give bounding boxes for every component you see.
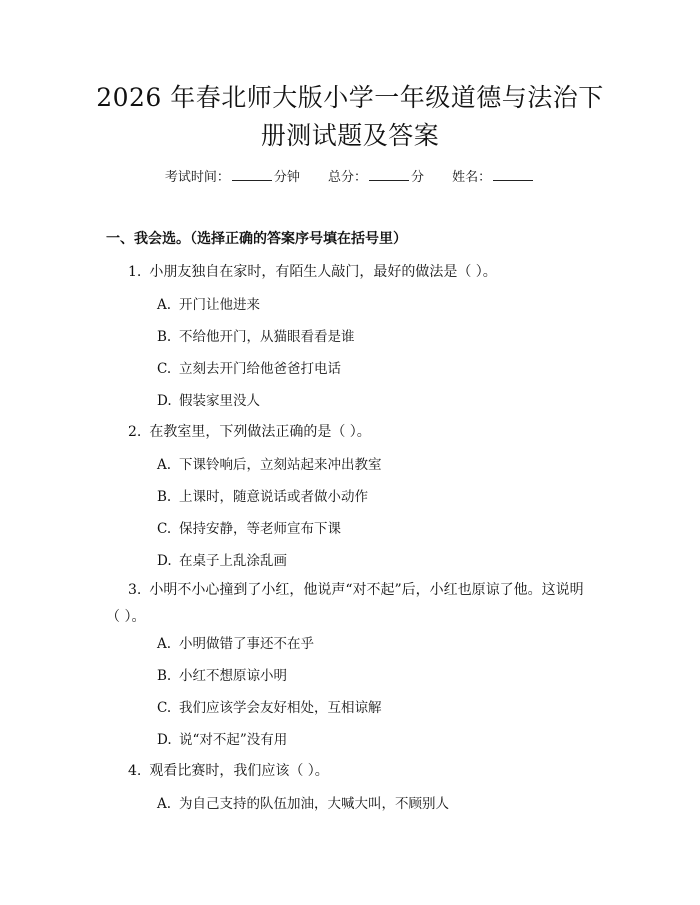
option-text: 立刻去开门给他爸爸打电话 [179, 361, 341, 377]
question-1 [128, 261, 497, 281]
q1-option-a [157, 293, 260, 313]
exam-time [165, 170, 304, 185]
option-text: 保持安静，等老师宣布下课 [179, 521, 341, 537]
q2-option-b [157, 485, 368, 505]
page-title-line-2: 册测试题及答案 [260, 121, 440, 150]
q3-option-c [157, 696, 382, 716]
question-text-line-2: （ ）。 [106, 609, 146, 625]
exam-time-blank [232, 168, 272, 181]
exam-time-unit: 分钟 [273, 170, 300, 185]
question-3 [106, 577, 606, 631]
total-score-unit: 分 [411, 170, 425, 185]
option-letter: A. [157, 796, 172, 812]
q1-option-d [157, 389, 260, 409]
option-text: 开门让他进来 [179, 297, 260, 313]
option-text: 说“对不起”没有用 [179, 732, 288, 748]
option-letter: D. [157, 553, 172, 569]
q3-option-d [157, 728, 287, 748]
option-text: 假装家里没人 [179, 393, 260, 409]
option-text: 我们应该学会友好相处，互相谅解 [179, 700, 382, 716]
student-name [452, 170, 535, 185]
question-4 [128, 760, 329, 780]
option-letter: B. [157, 329, 172, 345]
question-text: 观看比赛时，我们应该（ ）。 [149, 763, 329, 779]
page-title-line-1: 2026 年春北师大版小学一年级道德与法治下 [96, 83, 604, 112]
option-letter: B. [157, 668, 172, 684]
q1-option-b [157, 325, 355, 345]
option-letter: A. [157, 457, 172, 473]
option-letter: C. [157, 361, 172, 377]
option-text: 在桌子上乱涂乱画 [179, 553, 287, 569]
q4-option-a [157, 792, 449, 812]
question-text-line-1 [106, 577, 606, 604]
q1-option-c [157, 357, 341, 377]
option-letter: C. [157, 521, 172, 537]
question-text: 小朋友独自在家时，有陌生人敲门，最好的做法是（ ）。 [149, 264, 497, 280]
q3-option-a [157, 632, 314, 652]
question-number: 1. [128, 264, 142, 280]
option-text: 不给他开门，从猫眼看看是谁 [179, 329, 355, 345]
option-letter: A. [157, 297, 172, 313]
student-name-blank [493, 168, 533, 181]
total-score-label: 总分： [327, 170, 367, 185]
option-letter: D. [157, 393, 172, 409]
question-text: 小明不小心撞到了小红，他说声“对不起”后，小红也原谅了他。这说明 [149, 582, 584, 598]
question-2 [128, 421, 371, 441]
q2-option-d [157, 549, 287, 569]
total-score-blank [369, 168, 409, 181]
option-text: 上课时，随意说话或者做小动作 [179, 489, 368, 505]
question-number: 2. [128, 424, 142, 440]
option-letter: C. [157, 700, 172, 716]
exam-meta [0, 166, 700, 185]
section-heading: 一、我会选。（选择正确的答案序号填在括号里） [106, 231, 407, 247]
q3-option-b [157, 664, 287, 684]
option-text: 下课铃响后，立刻站起来冲出教室 [179, 457, 382, 473]
q2-option-a [157, 453, 382, 473]
option-letter: B. [157, 489, 172, 505]
option-text: 小红不想原谅小明 [179, 668, 287, 684]
question-text: 在教室里，下列做法正确的是（ ）。 [149, 424, 371, 440]
total-score [328, 170, 428, 185]
student-name-label: 姓名： [452, 170, 492, 185]
option-text: 小明做错了事还不在乎 [179, 636, 314, 652]
question-number: 3. [128, 582, 142, 598]
exam-time-label: 考试时间： [164, 170, 230, 185]
option-letter: A. [157, 636, 172, 652]
q2-option-c [157, 517, 341, 537]
question-number: 4. [128, 763, 142, 779]
option-text: 为自己支持的队伍加油，大喊大叫，不顾别人 [179, 796, 449, 812]
option-letter: D. [157, 732, 172, 748]
